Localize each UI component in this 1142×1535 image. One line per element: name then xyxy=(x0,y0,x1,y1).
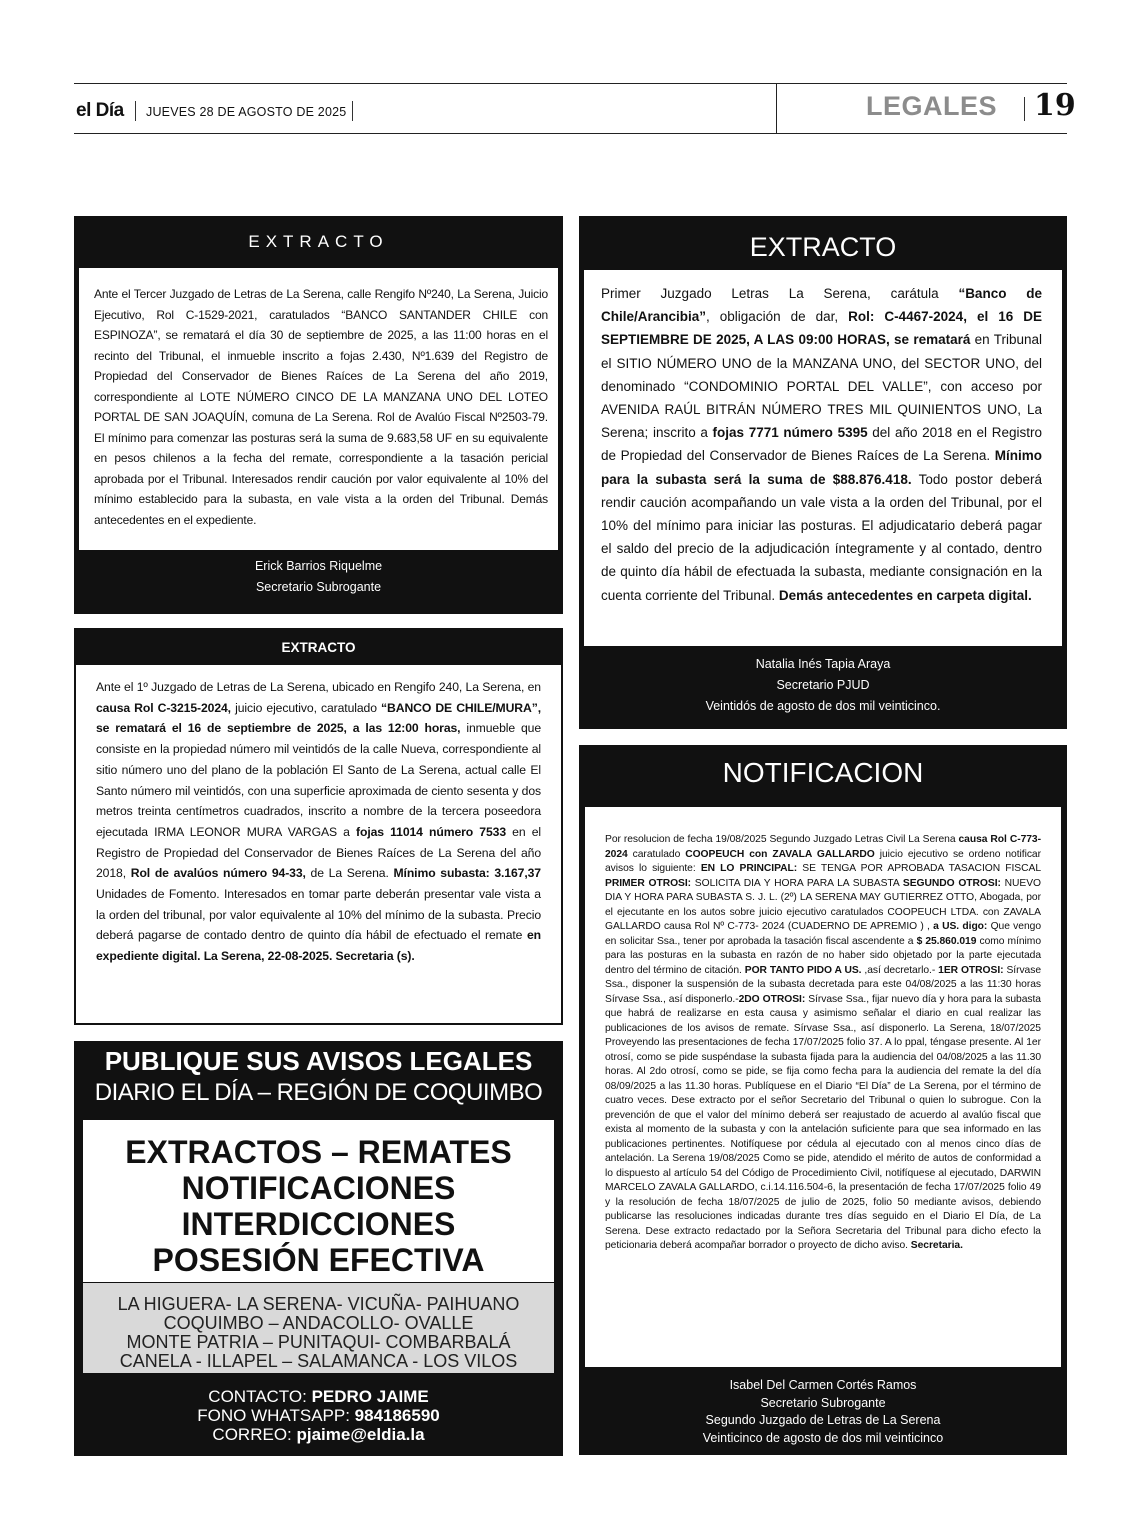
notice-body: Ante el Tercer Juzgado de Letras de La Serena, calle Rengifo Nº240, La Serena, Juicio Ejecutivo, Rol C-1529-2021, caratulados “BANCO SANTANDER CHILE con ESPINOZA”, se rematará el día 30 de septiembre de 2025, a las 11:00 horas en el recinto del Tribunal, el inmueble inscrito a fojas 2.430, Nº1.639 del Registro de Propiedad del Conservador de Bienes Raíces de La Serena del año 2019, correspondiente al LOTE NÚMERO CINCO DE LA MANZANA UNO DEL LOTEO PORTAL DE SAN JOAQUÍN, comuna de La Serena. Rol de Avalúo Fiscal Nº2503-79. El mínimo para comenzar las posturas será la suma de 9.683,58 UF en su equivalente en pesos chilenos a la fecha del remate, correspondiente a la tasación pericial aprobada por el Tribunal. Interesados rendir caución por valor equivalente al 10% del mínimo establecido para la subasta, en vale vista a la orden del Tribunal. Demás antecedentes en el expediente. xyxy=(79,268,558,550)
edition-date: JUEVES 28 DE AGOSTO DE 2025 xyxy=(146,105,347,119)
header-section-divider xyxy=(776,84,777,134)
notice-title: EXTRACTO xyxy=(76,630,561,665)
signer-role: Secretario PJUD xyxy=(776,678,870,692)
promo-categories xyxy=(83,1120,554,1282)
signer-name: Isabel Del Carmen Cortés Ramos xyxy=(729,1378,917,1392)
header-divider xyxy=(135,101,136,121)
promo-contact xyxy=(74,1387,563,1444)
signer-name: Erick Barrios Riquelme xyxy=(254,559,383,573)
notice-body: Ante el 1º Juzgado de Letras de La Serena, ubicado en Rengifo 240, La Serena, en causa Rol C-3215-2024, juicio ejecutivo, caratulado “BANCO DE CHILE/MURA”, se rematará el 16 de septiembre de 2025, a las 12:00 horas, inmueble que consiste en la propiedad número mil veintidós de la calle Nueva, correspondiente al sitio número uno del plano de la población El Santo de La Serena, actual calle El Santo número mil veintidós, con una superficie aproximada de ciento sesenta y dos metros treinta centímetros cuadrados, inscrito a nombre de la tercera poseedora ejecutada IRMA LEONOR MURA VARGAS a fojas 11014 número 7533 en el Registro de Propiedad del Conservador de Bienes Raíces de La Serena del año 2018, Rol de avalúos número 94-33, de La Serena. Mínimo subasta: 3.167,37 Unidades de Fomento. Interesados en tomar parte deberán presentar vale vista a la orden del tribunal, por valor equivalente al 10% del mínimo de la subasta. Precio deberá pagarse de contado dentro de quinto día hábil de efectuado el remate en expediente digital. La Serena, 22-08-2025. Secretaria (s). xyxy=(96,680,541,964)
phone-line: FONO WHATSAPP: 984186590 xyxy=(197,1406,440,1425)
promo-subtitle: DIARIO EL DÍA – REGIÓN DE COQUIMBO xyxy=(94,1079,543,1106)
notice-body: Por resolucion de fecha 19/08/2025 Segundo Juzgado Letras Civil La Serena causa Rol C-773-2024 caratulado COOPEUCH con ZAVALA GALLARDO juicio ejecutivo se ordeno notificar avisos lo siguiente: EN LO PRINCIPAL: SE TENGA POR APROBADA TASACION FISCAL PRIMER OTROSI: SOLICITA DIA Y HORA PARA LA SUBASTA SEGUNDO OTROSI: NUEVO DIA Y HORA PARA SUBASTA S. J. L. (2º) LA SERENA MAY GUTIERREZ OTTO, Abogada, por el ejecutante en los autos sobre juicio ejecutivo caratulados COOPEUCH LTDA. con ZAVALA GALLARDO causa Rol Nº C-773- 2024 (CUADERNO DE APREMIO ) , a US. digo: Que vengo en solicitar Ssa., tener por aprobada la tasación fiscal ascendente a $ 25.860.019 como mínimo para las posturas en la subasta en razón de no haber sido objetado por la parte ejecutada dentro del término de citación. POR TANTO PIDO A US. ,así decretarlo.- 1ER OTROSI: Sírvase Ssa., disponer la suspensión de la subasta decretada para este 04/08/2025 a las 11:30 horas Sírvase Ssa., así disponerlo.-2DO OTROSI: Sírvase Ssa., fijar nuevo día y hora para la subasta que habrá de realizarse en esta causa y asimismo señalar el diario en cual realizar las publicaciones de los avisos de remate. Sírvase Ssa., así disponerlo. La Serena, 18/07/2025 Proveyendo las presentaciones de fecha 17/07/2025 folio 37. A lo ppal, téngase presente. Al 1er otrosí, como se pide suspéndase la subasta fijada para la audiencia del 04/08/2025 a las 11.30 horas. Al 2do otrosí, como se pide, se fija como fecha para la audiencia del remate la del día 08/09/2025 a las 11.30 horas. Publíquese en el Diario “El Día” de La Serena, por el término de cuatro veces. Dese extracto por el señor Secretario del Tribunal o quien lo subrogue. Con la prevención de que el valor del mínimo deberá ser reajustado de acuerdo al avalúo fiscal que exista al momento de la subasta y con la antelación suficiente para que sea informado en las publicaciones pertinentes. Notifíquese por cédula al ejecutado con al menos cinco días de antelación. La Serena 19/08/2025 Como se pide, atendido el mérito de autos de conformidad a lo dispuesto al artículo 54 del Código de Procedimiento Civil, notifíquese al ejecutado, DARWIN MARCELO ZAVALA GALLARDO, c.i.14.116.504-6, la presentación de fecha 17/07/2025 folio 49 y la resolución de fecha 18/07/2025 de julio de 2025, folio 50 mediante avisos, debiendo publicarse las resoluciones indicadas durante tres días seguido en el Diario El Día, de La Serena. Dese extracto redactado por la Señora Secretaria del Tribunal para dicho efecto la peticionaria deberá acompañar borrador o proyecto de dicho aviso. Secretaria. xyxy=(585,807,1061,1367)
legal-ads-promo xyxy=(74,1041,563,1456)
coverage-line: MONTE PATRIA – PUNITAQUI- COMBARBALÁ xyxy=(126,1332,511,1352)
promo-coverage-areas xyxy=(83,1283,554,1373)
extracto-notice-1 xyxy=(74,216,563,614)
header-top-rule xyxy=(74,83,1067,84)
promo-category: NOTIFICACIONES xyxy=(181,1170,456,1206)
promo-category: INTERDICCIONES xyxy=(181,1206,456,1242)
contact-phone: 984186590 xyxy=(354,1406,440,1425)
notice-signature xyxy=(74,556,563,598)
promo-category: EXTRACTOS – REMATES xyxy=(125,1134,512,1170)
notice-title: EXTRACTO xyxy=(248,232,389,251)
email-line: CORREO: pjaime@eldia.la xyxy=(212,1425,425,1444)
signer-court: Segundo Juzgado de Letras de La Serena xyxy=(705,1413,941,1427)
coverage-line: COQUIMBO – ANDACOLLO- OVALLE xyxy=(163,1313,474,1333)
promo-category: POSESIÓN EFECTIVA xyxy=(152,1242,485,1278)
header-divider xyxy=(1024,97,1025,121)
contact-email: pjaime@eldia.la xyxy=(296,1425,425,1444)
extracto-notice-3 xyxy=(579,216,1067,729)
notice-title: EXTRACTO xyxy=(749,232,897,262)
signer-role: Secretario Subrogante xyxy=(255,580,382,594)
page-number: 19 xyxy=(1034,88,1076,123)
notificacion-notice xyxy=(579,745,1067,1455)
promo-title: PUBLIQUE SUS AVISOS LEGALES xyxy=(104,1046,533,1076)
coverage-line: LA HIGUERA- LA SERENA- VICUÑA- PAIHUANO xyxy=(117,1294,520,1314)
header-divider xyxy=(352,101,353,121)
signer-role: Secretario Subrogante xyxy=(760,1395,886,1410)
contact-line: CONTACTO: PEDRO JAIME xyxy=(208,1387,429,1406)
header-bottom-rule xyxy=(74,133,1067,134)
signer-name: Natalia Inés Tapia Araya xyxy=(755,657,891,671)
signature-date: Veinticinco de agosto de dos mil veinticinco xyxy=(702,1430,944,1445)
signature-date: Veintidós de agosto de dos mil veinticinco. xyxy=(705,699,941,713)
notice-title: NOTIFICACION xyxy=(722,757,924,788)
newspaper-logo: el Día xyxy=(76,100,124,121)
contact-name: PEDRO JAIME xyxy=(311,1387,429,1406)
coverage-line: CANELA - ILLAPEL – SALAMANCA - LOS VILOS xyxy=(119,1351,518,1371)
section-title: LEGALES xyxy=(866,91,998,121)
notice-body: Primer Juzgado Letras La Serena, carátula “Banco de Chile/Arancibia”, obligación de dar, Rol: C-4467-2024, el 16 DE SEPTIEMBRE DE 2025, A LAS 09:00 HORAS, se rematará en Tribunal el SITIO NÚMERO UNO de la MANZANA UNO, del SECTOR UNO, del denominado “CONDOMINIO PORTAL DEL VALLE”, con acceso por AVENIDA RAÚL BITRÁN NÚMERO TRES MIL QUINIENTOS UNO, La Serena; inscrito a fojas 7771 número 5395 del año 2018 en el Registro de Propiedad del Conservador de Bienes Raíces de La Serena. Mínimo para la subasta será la suma de $88.876.418. Todo postor deberá rendir caución acompañando un vale vista a la orden del Tribunal, por el 10% del mínimo para iniciar las posturas. El adjudicatario deberá pagar el saldo del precio de la adjudicación íntegramente y al contado, dentro de quinto día hábil de efectuada la subasta, mediante consignación en la cuenta corriente del Tribunal. Demás antecedentes en carpeta digital. xyxy=(584,270,1062,646)
extracto-notice-2 xyxy=(74,628,563,1025)
notice-signature xyxy=(579,1377,1067,1447)
notice-signature xyxy=(579,654,1067,717)
